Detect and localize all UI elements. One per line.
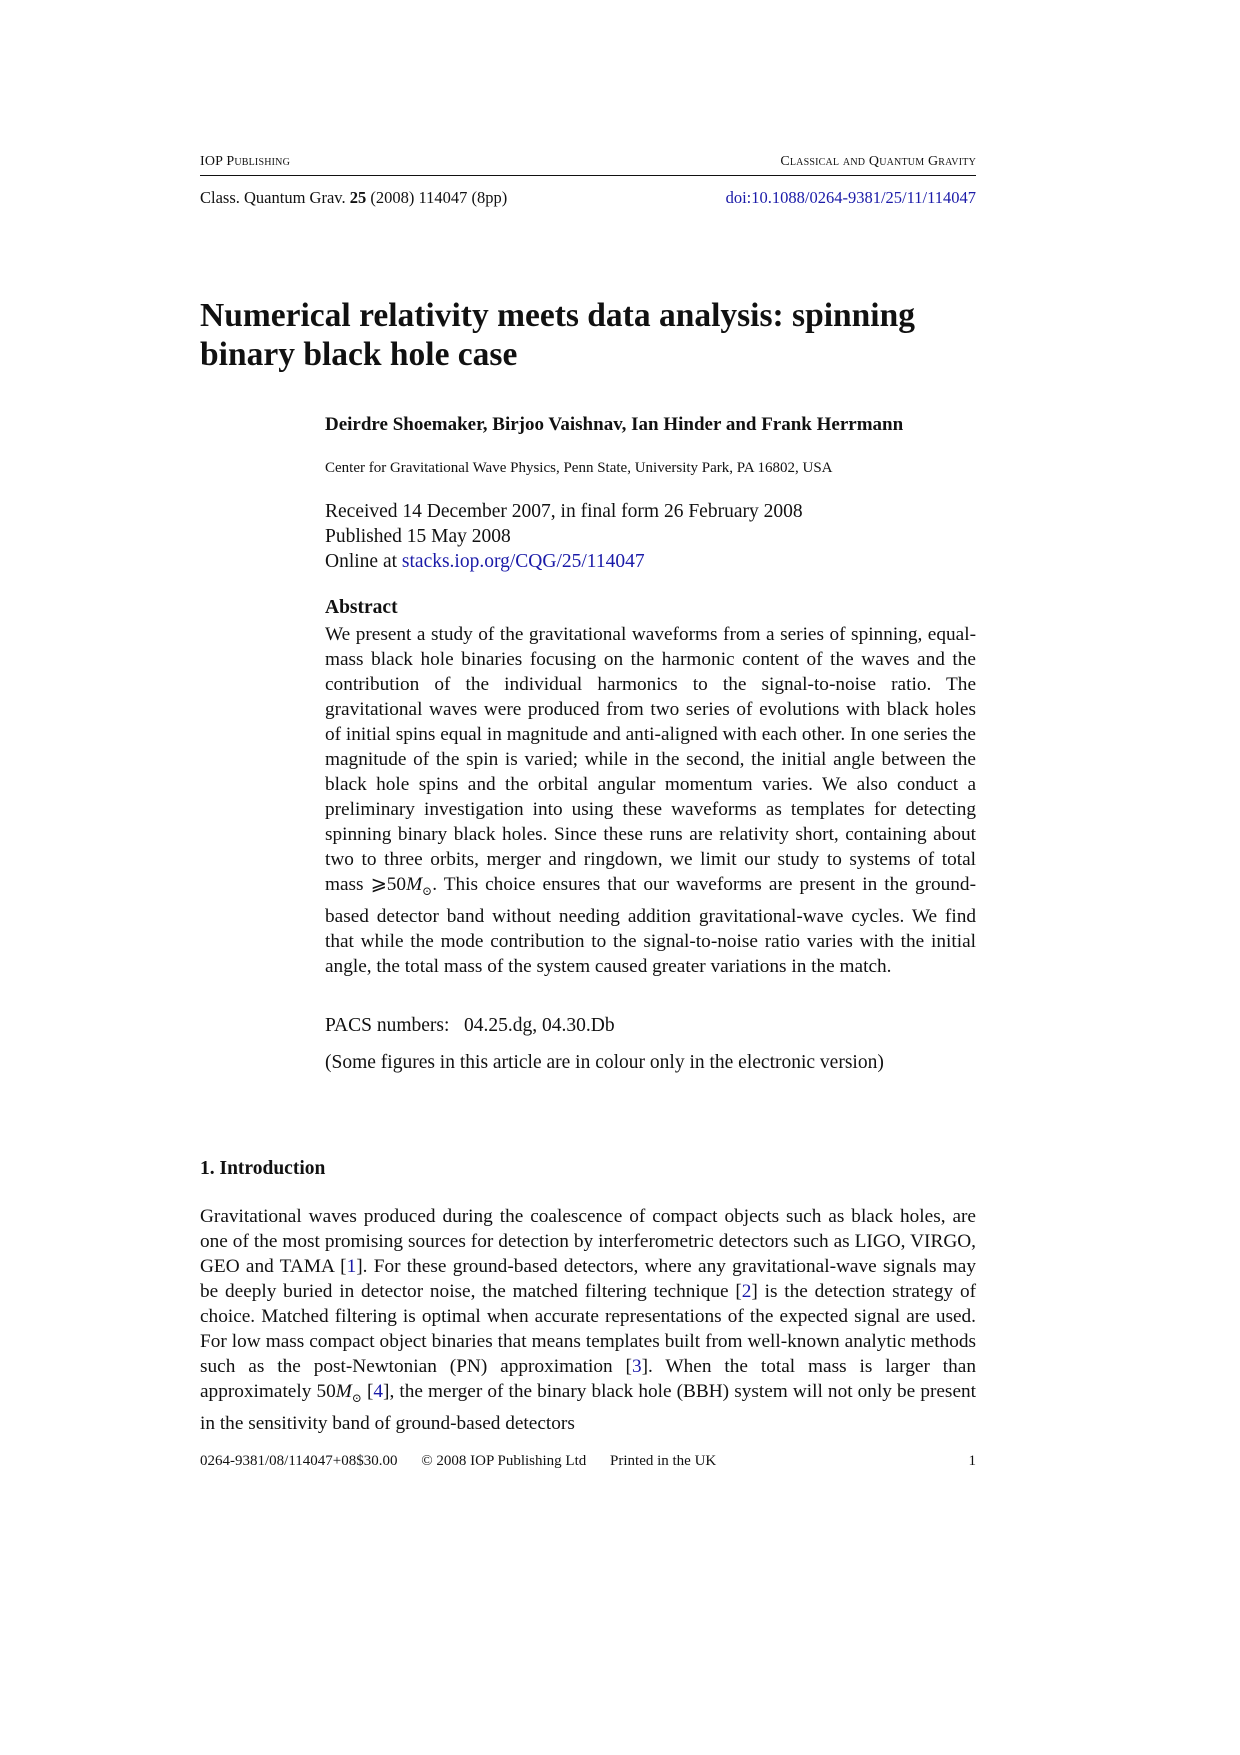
solar-mass-subscript: ⊙ — [422, 883, 433, 898]
intro-text-c: ] is the detection strategy of choice. Matched filtering is optimal when accurate representations of the expected signal are used. For low mass compact object binaries that means templates built from well-known analytic methods such as the post-Newtonian (PN) approximation [ — [200, 1281, 977, 1377]
abstract-text — [325, 622, 976, 979]
printed-note: Printed in the UK — [610, 1453, 717, 1469]
intro-text-d: ]. When the total mass is larger than approximately 50 — [200, 1356, 976, 1402]
publication-dates — [325, 499, 976, 574]
abstract-part-1: We present a study of the gravitational waveforms from a series of spinning, equal-mass black hole binaries focusing on the harmonic content of the waves and the contribution of the individual harmonics to the signal-to-noise ratio. The gravitational waves were produced from two series of evolutions with black holes of initial spins equal in magnitude and anti-aligned with each other. In one series the magnitude of the spin is varied; while in the second, the initial angle between the black hole spins and the orbital angular momentum varies. We also conduct a preliminary investigation into using these waveforms as templates for detecting spinning binary black holes. Since these runs are relativity short, containing about two to three orbits, merger and ringdown, we limit our study to systems of total mass ⩾50 — [325, 624, 976, 895]
page-footer — [200, 1453, 976, 1470]
affiliation: Center for Gravitational Wave Physics, Penn State, University Park, PA 16802, USA — [325, 460, 833, 476]
pacs-numbers: PACS numbers: 04.25.dg, 04.30.Db — [325, 1015, 615, 1036]
online-line — [325, 549, 976, 574]
copyright-notice: © 2008 IOP Publishing Ltd — [421, 1453, 587, 1469]
article-title: Numerical relativity meets data analysis: spinning binary black hole case — [200, 297, 915, 373]
author-list: Deirdre Shoemaker, Birjoo Vaishnav, Ian Hinder and Frank Herrmann — [325, 414, 904, 435]
section-heading-introduction: 1. Introduction — [200, 1158, 326, 1179]
reference-link-2[interactable]: 2 — [741, 1281, 752, 1302]
citation-prefix: Class. Quantum Grav. — [200, 188, 350, 207]
citation-suffix: (2008) 114047 (8pp) — [366, 188, 508, 207]
journal-name: Classical and Quantum Gravity — [780, 154, 976, 169]
introduction-paragraph — [200, 1204, 976, 1436]
colour-note: (Some figures in this article are in colour only in the electronic version) — [325, 1052, 884, 1073]
citation-volume: 25 — [349, 188, 367, 207]
journal-citation — [200, 188, 507, 208]
intro-text-f: ], the merger of the binary black hole (BBH) system will not only be present in the sensitivity band of ground-based detectors — [200, 1381, 976, 1434]
reference-link-3[interactable]: 3 — [631, 1356, 642, 1377]
page-number: 1 — [968, 1453, 976, 1469]
footer-info — [200, 1453, 736, 1470]
online-label: Online at — [325, 551, 402, 572]
abstract-heading: Abstract — [325, 597, 398, 618]
reference-link-4[interactable]: 4 — [373, 1381, 384, 1402]
intro-text-e: [ — [361, 1381, 374, 1402]
solar-mass-symbol: M — [406, 874, 423, 895]
issn-code: 0264-9381/08/114047+08$30.00 — [200, 1453, 398, 1469]
publisher-name: IOP Publishing — [200, 154, 291, 169]
solar-mass-symbol: M — [335, 1381, 352, 1402]
doi-link[interactable]: doi:10.1088/0264-9381/25/11/114047 — [725, 188, 976, 207]
running-head — [200, 154, 976, 176]
abstract-part-2: . This choice ensures that our waveforms are present in the ground-based detector band without needing addition gravitational-wave cycles. We find that while the mode contribution to the signal-to-noise ratio varies with the initial angle, the total mass of the system caused greater variations in the match. — [325, 874, 976, 977]
intro-text-b: ]. For these ground-based detectors, where any gravitational-wave signals may be deeply buried in detector noise, the matched filtering technique [ — [200, 1256, 977, 1302]
reference-link-1[interactable]: 1 — [346, 1256, 357, 1277]
solar-mass-subscript: ⊙ — [351, 1390, 362, 1405]
citation-line — [200, 188, 976, 208]
online-url-link[interactable]: stacks.iop.org/CQG/25/114047 — [401, 551, 645, 572]
published-date: Published 15 May 2008 — [325, 526, 511, 547]
intro-text-a: Gravitational waves produced during the coalescence of compact objects such as black holes, are one of the most promising sources for detection by interferometric detectors such as LIGO, VIRGO, GEO and TAMA [ — [200, 1206, 976, 1277]
received-date: Received 14 December 2007, in final form 26 February 2008 — [325, 501, 803, 522]
